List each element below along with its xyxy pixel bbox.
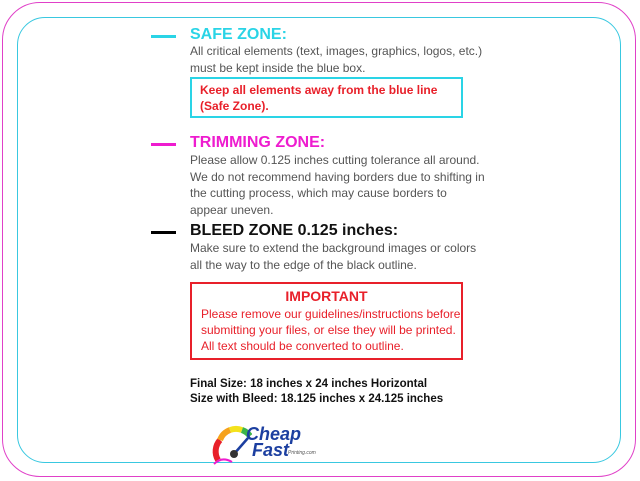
size-with-bleed-text: Size with Bleed: 18.125 inches x 24.125 inches bbox=[190, 393, 444, 405]
description-line: Make sure to extend the background images or colors bbox=[190, 241, 477, 255]
trimming-zone-description bbox=[190, 152, 485, 218]
description-line: appear uneven. bbox=[190, 202, 274, 217]
description-line: must be kept inside the blue box. bbox=[190, 60, 366, 75]
description-line: all the way to the edge of the black outline. bbox=[190, 257, 417, 272]
important-line: All text should be converted to outline. bbox=[201, 339, 404, 353]
logo-word-printing: Printing.com bbox=[288, 450, 316, 456]
logo-word-fast: Fast bbox=[252, 440, 290, 460]
description-line: the cutting process, which may cause borders to bbox=[190, 186, 447, 200]
size-info bbox=[190, 377, 443, 407]
important-line: submitting your files, or else they will be printed. bbox=[201, 323, 456, 337]
safe-zone-heading: SAFE ZONE: bbox=[190, 26, 287, 43]
company-logo bbox=[212, 418, 322, 470]
safe-zone-description bbox=[190, 43, 482, 76]
safe-zone-legend-dash bbox=[151, 35, 176, 38]
safe-zone-box-line: (Safe Zone). bbox=[200, 98, 269, 113]
description-line: Please allow 0.125 inches cutting tolerance all around. bbox=[190, 153, 480, 167]
description-line: We do not recommend having borders due to shifting in bbox=[190, 169, 485, 184]
bleed-zone-description bbox=[190, 240, 476, 273]
safe-zone-box bbox=[190, 77, 463, 118]
important-box bbox=[190, 282, 463, 360]
description-line: All critical elements (text, images, graphics, logos, etc.) bbox=[190, 44, 483, 58]
trimming-zone-legend-dash bbox=[151, 143, 176, 146]
important-line: Please remove our guidelines/instructions before bbox=[201, 307, 461, 321]
bleed-zone-heading: BLEED ZONE 0.125 inches: bbox=[190, 222, 399, 239]
safe-zone-box-line: Keep all elements away from the blue line bbox=[200, 83, 438, 97]
final-size-text: Final Size: 18 inches x 24 inches Horizontal bbox=[190, 378, 428, 390]
important-title: IMPORTANT bbox=[285, 288, 368, 304]
bleed-zone-legend-dash bbox=[151, 231, 176, 234]
logo-word-cheap: Cheap bbox=[246, 424, 302, 444]
trimming-zone-heading: TRIMMING ZONE: bbox=[190, 134, 326, 151]
